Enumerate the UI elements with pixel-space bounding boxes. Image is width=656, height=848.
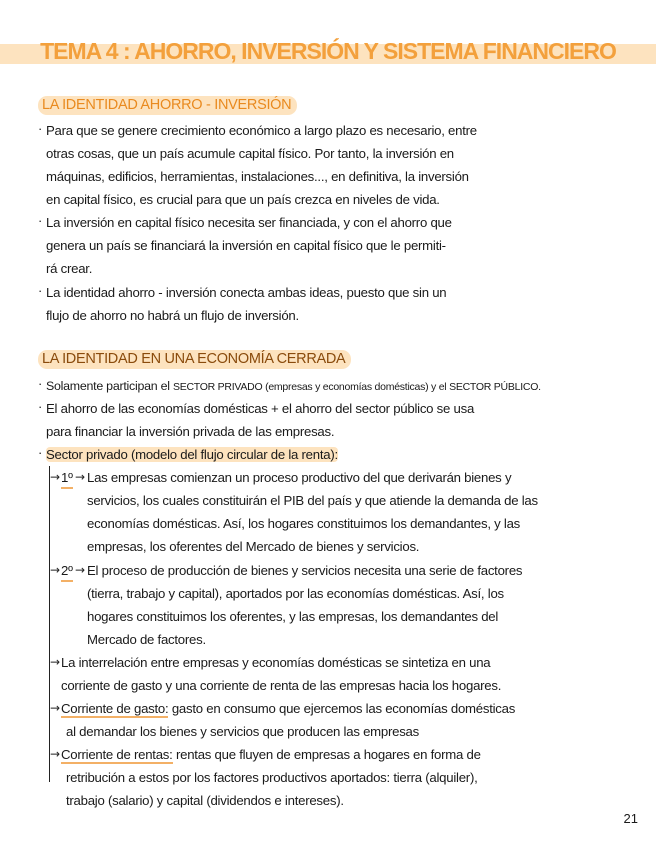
text-line: Corriente de rentas: rentas que fluyen de empresas a hogares en forma de	[61, 747, 481, 762]
arrow-right-icon: →	[50, 470, 61, 484]
text-line: en capital físico, es crucial para que un país crezca en niveles de vida.	[46, 192, 440, 207]
text-line: Corriente de gasto: gasto en consumo que ejercemos las economías domésticas	[61, 701, 516, 716]
text-line: Solamente participan el SECTOR PRIVADO (empresas y economías domésticas) y el SECTOR PÚBLICO.	[46, 379, 541, 393]
text-line: Sector privado (modelo del flujo circular de la renta):	[46, 447, 338, 462]
section-heading-savings-investment: LA IDENTIDAD AHORRO - INVERSIÓN	[38, 96, 297, 115]
arrow-right-icon: →	[50, 747, 61, 761]
text-line: trabajo (salario) y capital (dividendos e intereses).	[66, 793, 344, 808]
bullet-dot: ·	[38, 283, 43, 298]
bullet-dot: ·	[38, 213, 43, 228]
point-label: 2º	[61, 562, 73, 582]
text-line: El proceso de producción de bienes y servicios necesita una serie de factores	[87, 563, 523, 578]
text-line: para financiar la inversión privada de las empresas.	[46, 424, 335, 439]
bullet-dot: ·	[38, 445, 43, 460]
text-line: (tierra, trabajo y capital), aportados por las economías domésticas. Así, los	[87, 586, 504, 601]
text-line: servicios, los cuales constituirán el PIB del país y que atiende la demanda de las	[87, 493, 538, 508]
text-line: Las empresas comienzan un proceso productivo del que derivarán bienes y	[87, 470, 512, 485]
bullet-dot: ·	[38, 376, 43, 391]
text-line: genera un país se financiará la inversión en capital físico que le permiti-	[46, 238, 446, 253]
text-line: La interrelación entre empresas y economías domésticas se sintetiza en una	[61, 655, 491, 670]
text-line: retribución a estos por los factores productivos aportados: tierra (alquiler),	[66, 770, 478, 785]
text-line: Para que se genere crecimiento económico a largo plazo es necesario, entre	[46, 123, 477, 138]
text-line: flujo de ahorro no habrá un flujo de inversión.	[46, 308, 299, 323]
bullet-dot: ·	[38, 399, 43, 414]
text-line: otras cosas, que un país acumule capital físico. Por tanto, la inversión en	[46, 146, 454, 161]
arrow-right-icon: →	[50, 655, 61, 669]
text-line: al demandar los bienes y servicios que producen las empresas	[66, 724, 419, 739]
page-number: 21	[623, 811, 638, 826]
text-line: La identidad ahorro - inversión conecta ambas ideas, puesto que sin un	[46, 285, 447, 300]
text-line: economías domésticas. Así, los hogares constituimos los demandantes, y las	[87, 516, 521, 531]
text-line: La inversión en capital físico necesita ser financiada, y con el ahorro que	[46, 215, 452, 230]
arrow-right-icon: →	[75, 563, 86, 577]
bullet-dot: ·	[38, 121, 43, 136]
text-line: El ahorro de las economías domésticas + el ahorro del sector público se usa	[46, 401, 475, 416]
arrow-right-icon: →	[50, 701, 61, 715]
text-line: corriente de gasto y una corriente de renta de las empresas hacia los hogares.	[61, 678, 502, 693]
page-title: TEMA 4 : AHORRO, INVERSIÓN Y SISTEMA FINANCIERO	[40, 38, 616, 64]
point-label: 1º	[61, 469, 73, 489]
text-line: empresas, los oferentes del Mercado de bienes y servicios.	[87, 539, 420, 554]
text-line: máquinas, edificios, herramientas, instalaciones..., en definitiva, la inversión	[46, 169, 469, 184]
text-line: hogares constituimos los oferentes, y las empresas, los demandantes del	[87, 609, 499, 624]
text-line: rá crear.	[46, 261, 93, 276]
section-heading-closed-economy: LA IDENTIDAD EN UNA ECONOMÍA CERRADA	[38, 350, 351, 369]
arrow-right-icon: →	[50, 563, 61, 577]
text-line: Mercado de factores.	[87, 632, 206, 647]
outline-bracket	[49, 466, 50, 782]
arrow-right-icon: →	[75, 470, 86, 484]
